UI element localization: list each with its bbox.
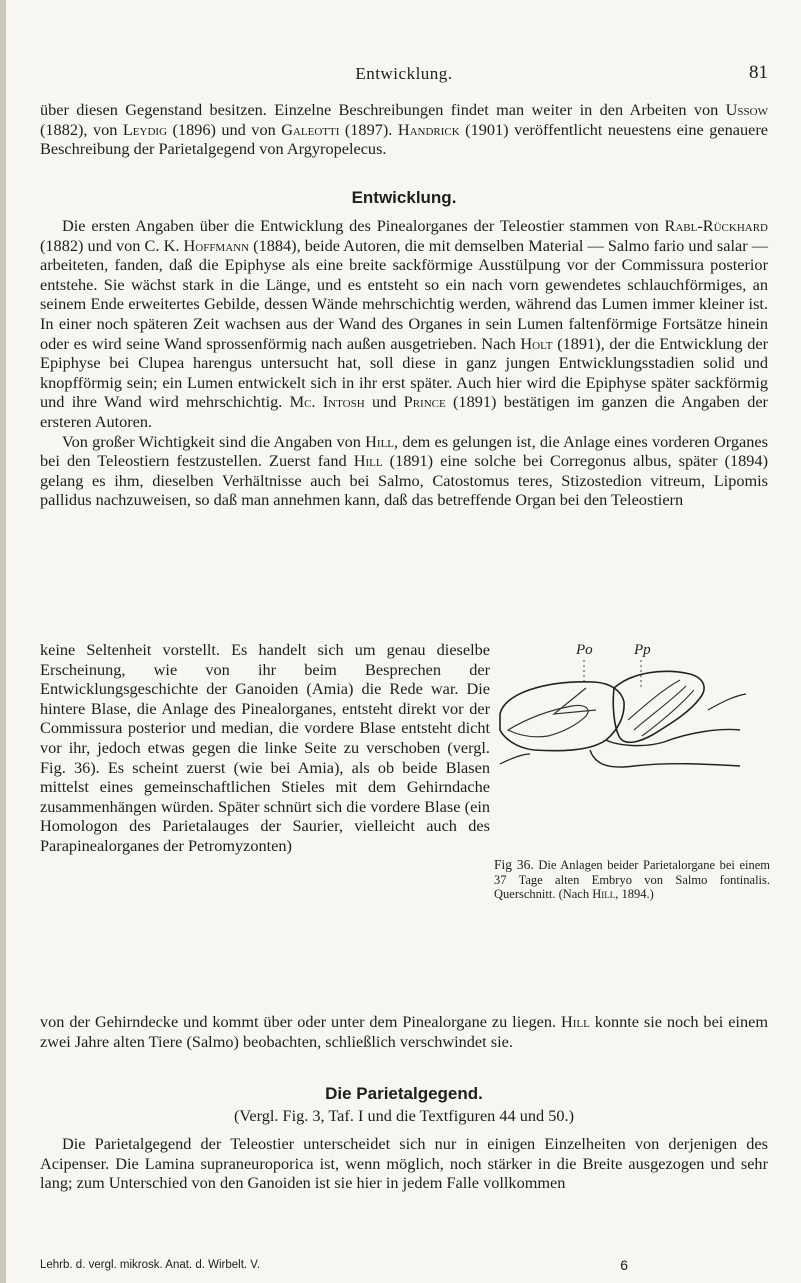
- intro-text: (1882), von: [40, 119, 123, 139]
- section-subtitle: [40, 1106, 768, 1126]
- section-heading-parietalgegend: Die Parietalgegend.: [325, 1084, 483, 1103]
- intro-text: (1901) veröffentlicht neuestens eine genauere Beschreibung der Parietalgegend von Argyropelecus.: [40, 119, 768, 159]
- section-heading-entwicklung: Entwicklung.: [351, 188, 457, 207]
- author-holt: Holt: [520, 333, 553, 353]
- text-run: (1891), der die Entwicklung der Epiphyse bei Clupea harengus untersucht hat, soll diese in ganz jungen Entwicklungsstadien solid und knopfförmig sein; ein Lumen entwickelt sich in ihr erst später. Auch hier wird die Epiphyse später sackförmig und ihre Wand wird mehrschichtig.: [40, 333, 768, 412]
- left-margin-line: [500, 754, 530, 764]
- author-galeotti: Galeotti: [281, 119, 340, 139]
- label-pp: Pp: [634, 642, 651, 658]
- text-run: Von großer Wichtigkeit sind die Angaben von: [62, 431, 366, 451]
- intro-text: (1896) und von: [167, 119, 282, 139]
- paragraph-continued: [40, 1012, 768, 1051]
- posterior-vesicle: [613, 671, 704, 742]
- figure-36: [494, 632, 770, 852]
- text-run: (1884), beide Autoren, die mit demselben Material — Salmo fario und salar — arbeiteten, fanden, daß die Epiphyse als eine breite sackförmige Ausstülpung vor der Commissura posterior entstehe. Sie wächst stark in die Länge, und es entsteht so ein nach vorn gewendetes schlauchförmiges, an seinem Ende erweitertes Gebilde, dessen Wände mehrschichtig werden, während das Lumen immer kleiner ist. In einer noch späteren Zeit wachsen aus der Wand des Organes in sein Lumen faltenförmige Fortsätze hinein oder es wird seine Wand sprossenförmig nach außen ausgetrieben. Nach: [40, 235, 769, 353]
- brain-roof-lower: [590, 750, 740, 767]
- label-po: Po: [576, 642, 593, 658]
- text-run: konnte sie noch bei einem zwei Jahre alten Tiere (Salmo) beobachten, schließlich verschwindet sie.: [40, 1012, 768, 1051]
- wrapped-paragraph: [40, 640, 490, 856]
- footer-signature: 6: [620, 1257, 628, 1273]
- text-run: Die ersten Angaben über die Entwicklung des Pinealorganes der Teleostier stammen von: [62, 216, 665, 235]
- text-run: von der Gehirndecke und kommt über oder unter dem Pinealorgane zu liegen.: [40, 1012, 561, 1031]
- anterior-vesicle: [500, 682, 624, 751]
- text-run: , dem es gelungen ist, die Anlage eines vorderen Organes bei den Teleostiern festzustellen. Zuerst fand: [40, 431, 768, 471]
- paragraph-3-text: Die Parietalgegend der Teleostier unterscheidet sich nur in einigen Einzelheiten von derjenigen des Acipenser. Die Lamina supraneuroporica ist, wenn möglich, noch stärker in die Breite ausgezogen und sehr lang; zum Unterschied von den Ganoiden ist sie hier in jedem Falle vollkommen: [40, 1134, 768, 1193]
- figure-36-drawing: [494, 632, 770, 852]
- figure-36-caption: [494, 858, 770, 902]
- author-handrick: Handrick: [397, 119, 460, 139]
- author-rabl-rueckhard: Rabl-Rückhard: [664, 216, 768, 235]
- author-leydig: Leydig: [122, 119, 168, 139]
- author-hill: Hill: [560, 1012, 590, 1031]
- intro-paragraph: [40, 100, 768, 159]
- author-ussow: Ussow: [725, 100, 768, 119]
- page-edge-shadow: [0, 0, 6, 1283]
- anterior-vesicle-lumen: [508, 705, 588, 736]
- author-hoffmann: Hoffmann: [183, 235, 250, 255]
- text-run: und: [364, 392, 404, 412]
- brain-roof-upper: [606, 730, 740, 746]
- posterior-vesicle-folds: [628, 680, 694, 736]
- caption-author-hill: Hill: [592, 887, 616, 902]
- footer-reference: Lehrb. d. vergl. mikrosk. Anat. d. Wirbelt. V.: [40, 1259, 261, 1271]
- body-paragraphs: [40, 216, 768, 510]
- author-prince: Prince: [403, 392, 446, 412]
- running-header: [40, 64, 768, 90]
- author-mcintosh: Mc. Intosh: [289, 392, 365, 412]
- right-margin-line: [708, 694, 746, 710]
- intro-text: (1897).: [339, 119, 398, 139]
- author-hill: Hill: [365, 431, 395, 451]
- caption-text: , 1894.): [615, 887, 654, 902]
- paragraph-2: [40, 432, 768, 510]
- caption-figure-number: Fig 36.: [494, 857, 534, 872]
- page-number: 81: [749, 62, 768, 83]
- page-footer: [40, 1259, 768, 1277]
- intro-text: über diesen Gegenstand besitzen. Einzelne Beschreibungen findet man weiter in den Arbeiten von: [40, 100, 726, 119]
- anterior-vesicle-fold: [554, 688, 596, 714]
- author-hill: Hill: [353, 451, 383, 471]
- text-run: (1891) bestätigen im ganzen die Angaben der ersteren Autoren.: [40, 392, 768, 431]
- text-run: (1882) und von C. K.: [40, 235, 184, 255]
- subtitle-text: (Vergl. Fig. 3, Taf. I und die Textfiguren 44 und 50.): [233, 1106, 575, 1125]
- wrapped-text: keine Seltenheit vorstellt. Es handelt sich um genau dieselbe Erscheinung, wie von ihr beim Besprechen der Entwicklungsgeschichte der Ganoiden (Amia) die Rede war. Die hintere Blase, die Anlage des Pinealorganes, entsteht direkt vor der Commissura posterior und median, die vordere Blase entsteht dicht vor ihr, jedoch etwas gegen die linke Seite zu verschoben (vergl. Fig. 36). Es scheint zuerst (wie bei Amia), als ob beide Blasen mittelst eines gemeinschaftlichen Stieles mit dem Gehirndache zusammenhängen würden. Später schnürt sich die vordere Blase (ein Homologon des Parietalauges der Saurier, vielleicht auch des Parapinealorganes der Petromyzonten): [40, 640, 490, 855]
- caption-text: Die Anlagen beider Parietalorgane bei einem 37 Tage alten Embryo von Salmo fontinalis. Querschnitt. (Nach: [494, 858, 770, 902]
- text-run: (1891) eine solche bei Corregonus albus, später (1894) gelang es ihm, dieselben Verhältnisse auch bei Salmo, Catostomus teres, Stizostedion vitreum, Lipomis pallidus nachzuweisen, so daß man annehmen kann, daß das betreffende Organ bei den Teleostiern: [40, 451, 768, 510]
- paragraph-3: [40, 1134, 768, 1193]
- header-title: Entwicklung.: [355, 64, 453, 83]
- paragraph-1: [40, 216, 768, 432]
